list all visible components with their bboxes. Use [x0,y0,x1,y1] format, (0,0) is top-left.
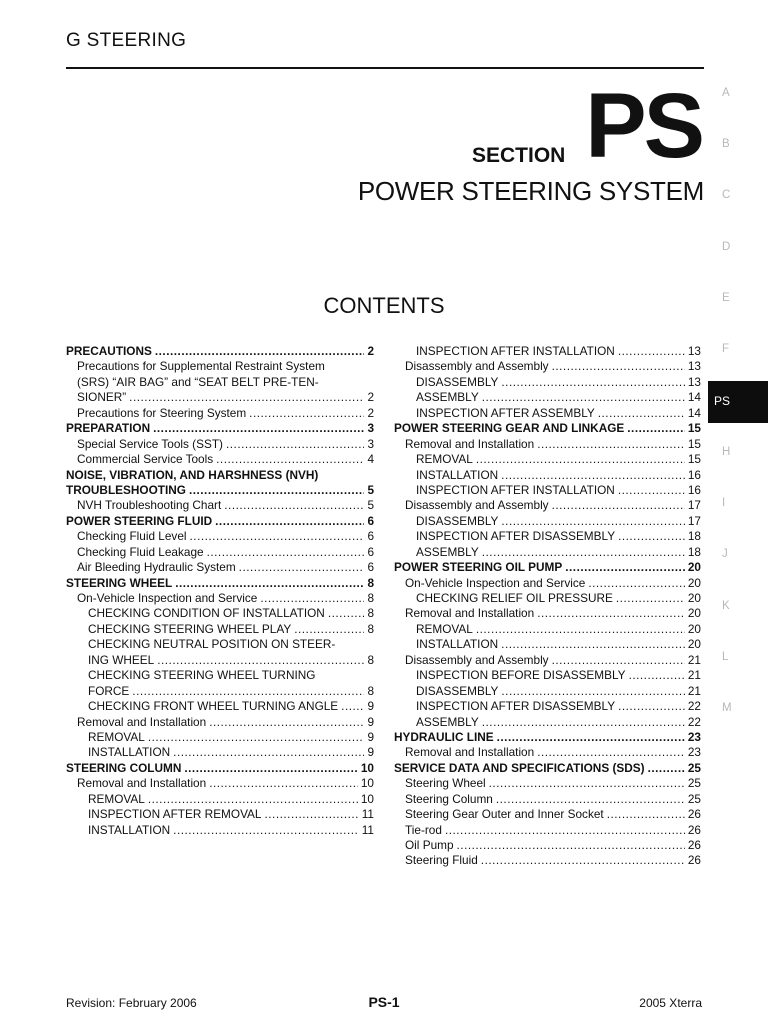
toc-entry [66,668,374,683]
toc-entry-title: CHECKING CONDITION OF INSTALLATION [88,606,325,621]
toc-entry-title: DISASSEMBLY [416,683,499,698]
toc-entry[interactable] [394,406,701,421]
toc-entry[interactable] [66,699,374,714]
toc-entry-page: 5 [367,482,374,497]
toc-entry-title: Tie-rod [405,822,442,837]
toc-entry-page: 25 [687,791,701,806]
toc-entry-title: INSTALLATION [416,637,499,652]
toc-entry[interactable] [394,591,701,606]
toc-entry[interactable] [394,390,701,405]
toc-entry[interactable] [66,421,374,436]
toc-entry-title: REMOVAL [88,729,145,744]
toc-dot-leader [552,359,685,374]
toc-entry-page: 23 [687,729,701,744]
toc-dot-leader [598,406,685,421]
footer-model: 2005 Xterra [639,996,702,1010]
toc-entry-page: 16 [687,467,701,482]
toc-column-left [66,344,374,838]
toc-entry[interactable] [394,560,701,575]
toc-entry-page: 20 [687,591,701,605]
toc-entry[interactable] [66,452,374,467]
toc-dot-leader [173,823,359,838]
toc-dot-leader [537,745,685,760]
toc-dot-leader [537,606,685,621]
toc-entry[interactable] [394,684,701,699]
toc-entry-title: Steering Fluid [405,853,478,868]
sidebar-letter-f[interactable]: F [722,343,730,355]
toc-entry[interactable] [394,498,701,513]
toc-entry-title: CHECKING RELIEF OIL PRESSURE [416,591,613,605]
toc-entry[interactable] [66,344,374,359]
toc-entry-title: INSPECTION AFTER REMOVAL [88,807,262,822]
header-rule [66,67,704,69]
toc-dot-leader [190,529,365,544]
footer-revision: Revision: February 2006 [66,996,197,1010]
toc-dot-leader [501,514,684,529]
toc-entry-title: SERVICE DATA AND SPECIFICATIONS (SDS) [394,760,645,775]
toc-entry[interactable] [66,498,374,513]
toc-entry-title: PREPARATION [66,421,151,436]
toc-entry-page: 14 [687,390,701,405]
toc-entry-title: NOISE, VIBRATION, AND HARSHNESS (NVH) [66,467,319,482]
toc-dot-leader [476,622,685,637]
toc-entry-page: 6 [367,560,374,575]
footer-page-number: PS-1 [368,994,400,1010]
toc-entry[interactable] [66,792,374,807]
toc-dot-leader [588,576,685,591]
toc-entry-page: 26 [687,822,701,837]
toc-entry-title: Precautions for Supplemental Restraint System [77,359,325,374]
toc-entry-title: ASSEMBLY [416,544,479,559]
toc-entry-title: INSPECTION BEFORE DISASSEMBLY [416,668,626,683]
toc-dot-leader [481,853,685,868]
toc-entry-title: CHECKING STEERING WHEEL PLAY [88,621,292,636]
toc-dot-leader [648,761,685,776]
toc-dot-leader [618,699,685,714]
toc-entry-page: 18 [687,529,701,544]
toc-dot-leader [173,745,364,760]
toc-entry-page: 14 [687,405,701,420]
toc-entry[interactable] [66,545,374,560]
toc-entry[interactable] [66,576,374,591]
toc-entry-page: 8 [367,591,374,605]
toc-entry[interactable] [66,437,374,452]
toc-dot-leader [341,699,364,714]
toc-entry[interactable] [66,745,374,760]
toc-dot-leader [501,684,684,699]
toc-entry-page: 26 [687,807,701,822]
toc-entry-page: 8 [367,606,374,621]
toc-entry[interactable] [394,545,701,560]
toc-dot-leader [501,468,685,483]
toc-entry-page: 2 [367,390,374,405]
toc-dot-leader [496,792,685,807]
toc-dot-leader [497,730,685,745]
toc-entry-title: ASSEMBLY [416,714,479,729]
toc-entry[interactable] [394,838,701,853]
toc-entry-title: DISASSEMBLY [416,513,499,528]
toc-entry-page: 18 [687,544,701,559]
toc-dot-leader [209,715,364,730]
toc-entry-page: 9 [367,745,374,760]
toc-dot-leader [224,498,364,513]
toc-entry-page: 4 [367,452,374,467]
sidebar-letter-c[interactable]: C [722,189,731,201]
toc-entry[interactable] [66,560,374,575]
toc-entry-page: 13 [687,344,701,358]
toc-entry[interactable] [66,823,374,838]
toc-entry[interactable] [394,637,701,652]
toc-entry-title: POWER STEERING GEAR AND LINKAGE [394,421,625,436]
toc-entry[interactable] [66,390,374,405]
toc-entry-page: 21 [687,652,701,667]
toc-entry[interactable] [394,576,701,591]
toc-entry-page: 10 [360,776,374,791]
toc-entry[interactable] [394,792,701,807]
toc-entry[interactable] [394,452,701,467]
toc-entry-title: Checking Fluid Leakage [77,544,204,559]
toc-entry-title: STEERING WHEEL [66,575,173,590]
sidebar-letter-a[interactable]: A [722,87,730,99]
toc-dot-leader [260,591,364,606]
toc-entry-title: REMOVAL [88,791,145,806]
toc-entry-page: 8 [367,683,374,698]
sidebar-letter-l[interactable]: L [722,651,729,663]
toc-entry-page: 20 [687,575,701,590]
toc-entry-title: Oil Pump [405,838,454,852]
toc-entry-title: Removal and Installation [77,776,207,791]
toc-dot-leader [207,545,365,560]
toc-entry-page: 17 [687,498,701,513]
toc-entry-title: INSTALLATION [416,467,499,482]
toc-entry[interactable] [394,437,701,452]
toc-dot-leader [249,406,364,421]
toc-entry[interactable] [394,344,701,359]
toc-entry[interactable] [394,606,701,621]
toc-entry[interactable] [66,606,374,621]
toc-dot-leader [148,792,358,807]
toc-dot-leader [489,776,685,791]
toc-entry-page: 22 [687,714,701,729]
toc-entry-page: 2 [367,344,374,358]
toc-entry-title: DISASSEMBLY [416,374,499,389]
toc-entry-title: Removal and Installation [405,606,535,621]
toc-entry-title: CHECKING NEUTRAL POSITION ON STEER- [88,637,336,652]
toc-entry[interactable] [394,730,701,745]
toc-entry [66,375,374,390]
toc-entry[interactable] [394,699,701,714]
toc-entry[interactable] [66,653,374,668]
toc-entry-title: Removal and Installation [405,436,535,451]
toc-dot-leader [482,545,685,560]
toc-entry [66,468,374,483]
toc-entry-page: 2 [367,405,374,420]
toc-entry [66,359,374,374]
toc-dot-leader [148,730,365,745]
toc-dot-leader [153,421,364,436]
toc-entry-title: Commercial Service Tools [77,452,214,467]
section-title: POWER STEERING SYSTEM [357,176,704,206]
toc-entry [66,637,374,652]
toc-entry[interactable] [66,483,374,498]
toc-dot-leader [189,483,365,498]
toc-entry[interactable] [66,776,374,791]
toc-entry[interactable] [66,622,374,637]
toc-entry-title: INSTALLATION [88,745,171,760]
toc-entry-title: REMOVAL [416,621,473,636]
toc-entry-page: 26 [687,838,701,852]
toc-dot-leader [616,591,685,606]
toc-dot-leader [565,560,685,575]
toc-entry-title: SIONER” [77,390,127,405]
toc-dot-leader [618,529,685,544]
toc-entry[interactable] [66,761,374,776]
toc-entry[interactable] [394,359,701,374]
toc-entry[interactable] [66,715,374,730]
toc-entry-title: POWER STEERING OIL PUMP [394,560,563,575]
toc-dot-leader [552,653,685,668]
toc-entry-title: Disassembly and Assembly [405,359,549,374]
toc-dot-leader [445,823,685,838]
toc-entry-title: INSTALLATION [88,822,171,837]
toc-entry-title: CHECKING FRONT WHEEL TURNING ANGLE [88,699,339,714]
toc-entry[interactable] [394,776,701,791]
toc-entry[interactable] [394,468,701,483]
toc-entry-page: 11 [361,807,374,822]
toc-entry-page: 9 [367,714,374,729]
toc-entry-title: INSPECTION AFTER INSTALLATION [416,482,615,497]
toc-entry-title: Precautions for Steering System [77,405,247,420]
toc-entry-title: Checking Fluid Level [77,529,187,544]
toc-entry-page: 6 [367,513,374,528]
toc-entry-title: NVH Troubleshooting Chart [77,498,222,513]
sidebar-tab-ps[interactable] [708,381,768,423]
toc-entry-title: Disassembly and Assembly [405,498,549,513]
toc-dot-leader [618,344,685,359]
toc-entry-page: 5 [367,498,374,513]
toc-entry-page: 8 [367,652,374,667]
toc-entry-page: 20 [687,606,701,621]
toc-entry-title: Steering Column [405,791,493,806]
toc-dot-leader [618,483,685,498]
toc-dot-leader [537,437,685,452]
section-index-sidebar [708,0,768,760]
toc-dot-leader [215,514,364,529]
toc-entry-title: Steering Gear Outer and Inner Socket [405,807,604,822]
toc-entry-page: 11 [361,822,374,837]
toc-entry-page: 20 [687,637,701,652]
toc-dot-leader [457,838,685,853]
toc-entry-page: 20 [687,621,701,636]
toc-entry[interactable] [394,375,701,390]
toc-dot-leader [501,375,684,390]
toc-column-right [394,344,701,869]
toc-entry-page: 21 [687,683,701,698]
toc-dot-leader [476,452,685,467]
toc-entry[interactable] [66,529,374,544]
toc-entry-page: 13 [687,359,701,374]
toc-entry-page: 8 [367,575,374,590]
toc-entry-page: 10 [360,791,374,806]
toc-entry[interactable] [394,653,701,668]
toc-dot-leader [155,344,365,359]
toc-entry-title: CHECKING STEERING WHEEL TURNING [88,668,316,683]
toc-entry[interactable] [394,668,701,683]
toc-entry-page: 16 [687,482,701,497]
toc-entry[interactable] [394,745,701,760]
page-header-title: G STEERING [66,30,187,51]
toc-dot-leader [209,776,358,791]
toc-entry-title: INSPECTION AFTER ASSEMBLY [416,405,595,420]
toc-entry-title: POWER STEERING FLUID [66,513,213,528]
toc-entry-page: 25 [687,776,701,791]
sidebar-letter-k[interactable]: K [722,600,730,612]
toc-entry-title: ASSEMBLY [416,390,479,405]
toc-dot-leader [552,498,685,513]
toc-entry-title: (SRS) “AIR BAG” and “SEAT BELT PRE-TEN- [77,374,319,389]
toc-dot-leader [226,437,364,452]
toc-entry-page: 13 [687,374,701,389]
toc-entry-page: 3 [367,421,374,436]
toc-entry-title: REMOVAL [416,452,473,467]
toc-entry-page: 8 [367,621,374,636]
toc-entry[interactable] [394,823,701,838]
toc-entry[interactable] [66,406,374,421]
toc-entry-page: 3 [367,436,374,451]
toc-entry[interactable] [66,730,374,745]
toc-dot-leader [157,653,364,668]
sidebar-letter-d[interactable]: D [722,241,731,253]
toc-entry-title: PRECAUTIONS [66,344,152,358]
toc-entry-page: 10 [360,760,374,775]
toc-entry-page: 15 [687,421,701,436]
toc-entry[interactable] [66,807,374,822]
toc-entry-title: STEERING COLUMN [66,760,182,775]
toc-entry-page: 9 [367,729,374,744]
toc-dot-leader [184,761,358,776]
toc-entry-page: 23 [687,745,701,760]
toc-entry[interactable] [394,529,701,544]
toc-dot-leader [239,560,365,575]
toc-entry-title: Disassembly and Assembly [405,652,549,667]
toc-entry[interactable] [394,421,701,436]
toc-entry-title: INSPECTION AFTER DISASSEMBLY [416,529,616,544]
toc-dot-leader [294,622,364,637]
sidebar-letter-h[interactable]: H [722,446,731,458]
sidebar-letter-j[interactable]: J [722,548,728,560]
toc-entry-page: 17 [687,513,701,528]
toc-entry[interactable] [66,591,374,606]
toc-entry[interactable] [66,514,374,529]
sidebar-tab-ps-label: PS [714,394,731,408]
sidebar-letter-b[interactable]: B [722,138,730,150]
toc-dot-leader [216,452,364,467]
toc-entry-title: HYDRAULIC LINE [394,729,494,744]
toc-entry[interactable] [66,684,374,699]
toc-entry[interactable] [394,483,701,498]
sidebar-letter-i[interactable]: I [722,497,726,509]
toc-entry[interactable] [394,514,701,529]
toc-entry[interactable] [394,853,701,868]
toc-entry-page: 21 [687,668,701,683]
section-code: PS [585,75,702,177]
toc-entry-page: 6 [367,544,374,559]
toc-entry-page: 6 [367,529,374,544]
toc-entry[interactable] [394,622,701,637]
toc-entry-title: On-Vehicle Inspection and Service [405,575,586,590]
sidebar-letter-m[interactable]: M [722,702,732,714]
toc-entry-page: 26 [687,853,701,868]
toc-dot-leader [482,715,685,730]
toc-entry-title: Air Bleeding Hydraulic System [77,560,236,575]
toc-entry[interactable] [394,807,701,822]
toc-entry-title: ING WHEEL [88,652,155,667]
toc-entry-page: 15 [687,452,701,467]
contents-heading: CONTENTS [323,293,445,318]
toc-dot-leader [132,684,364,699]
toc-dot-leader [328,606,365,621]
toc-entry[interactable] [394,715,701,730]
toc-entry-title: INSPECTION AFTER INSTALLATION [416,344,615,358]
toc-entry-page: 15 [687,436,701,451]
toc-dot-leader [482,390,685,405]
toc-entry-title: TROUBLESHOOTING [66,482,186,497]
toc-dot-leader [627,421,685,436]
toc-entry-title: Removal and Installation [405,745,535,760]
toc-entry-title: FORCE [88,683,130,698]
toc-entry-page: 25 [687,760,701,775]
toc-dot-leader [129,390,364,405]
toc-dot-leader [175,576,364,591]
toc-entry[interactable] [394,761,701,776]
toc-entry-title: Removal and Installation [77,714,207,729]
toc-dot-leader [607,807,685,822]
toc-entry-title: On-Vehicle Inspection and Service [77,591,258,605]
toc-dot-leader [501,637,685,652]
sidebar-letter-e[interactable]: E [722,292,730,304]
toc-dot-leader [265,807,359,822]
toc-entry-title: Steering Wheel [405,776,486,791]
toc-entry-page: 9 [367,699,374,714]
toc-dot-leader [629,668,685,683]
toc-entry-page: 22 [687,699,701,714]
toc-entry-title: INSPECTION AFTER DISASSEMBLY [416,699,616,714]
toc-entry-title: Special Service Tools (SST) [77,436,223,451]
toc-entry-page: 20 [687,560,701,575]
section-label: SECTION [472,144,566,167]
